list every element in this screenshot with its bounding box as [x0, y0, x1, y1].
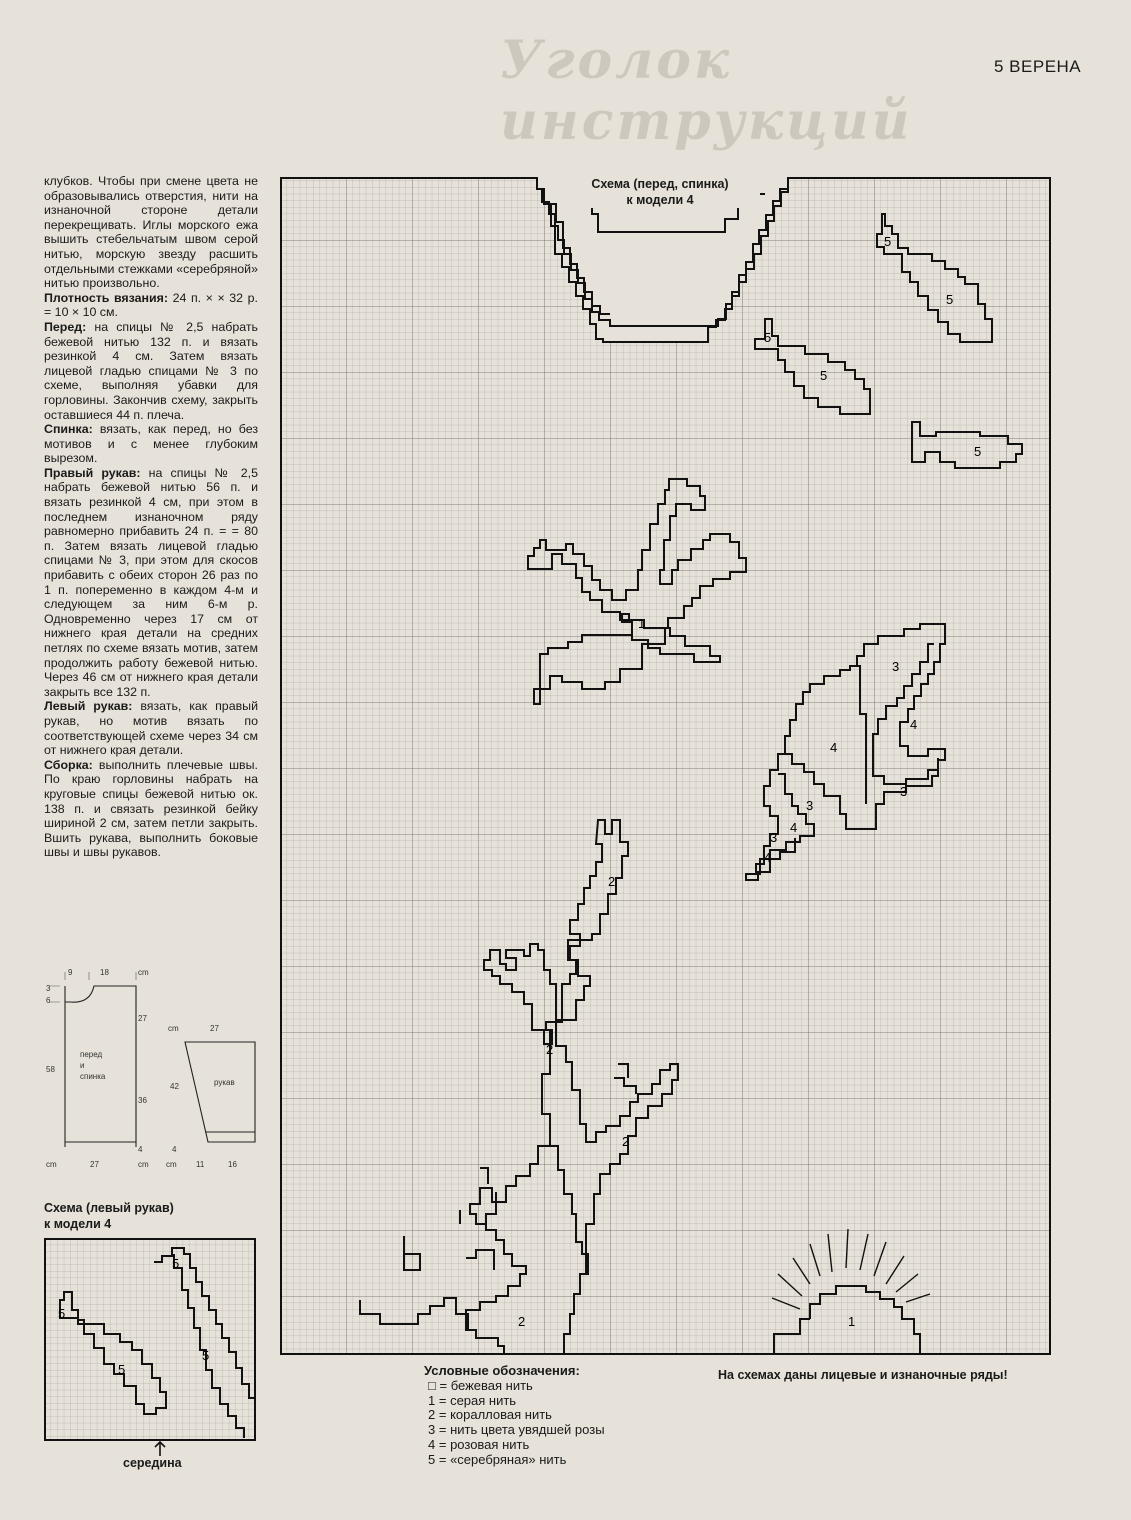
- front-scheme-title: [560, 176, 760, 208]
- num-rose-3: 3: [806, 798, 814, 813]
- legend-item-rose: [424, 1423, 605, 1438]
- legend-item-beige: [424, 1379, 605, 1394]
- left-sleeve-text: вязать, как правый рукав, но мотив вязать по соответствующей схеме через 34 см от нижнего края детали.: [44, 699, 258, 758]
- right-sleeve-label: Правый рукав:: [44, 465, 141, 480]
- instructions-column: [44, 174, 258, 860]
- body-outline: [65, 986, 136, 1147]
- back-label: Спинка:: [44, 422, 93, 437]
- num-silver-2: 5: [946, 292, 954, 307]
- sleeve-num-4: 5: [118, 1362, 126, 1377]
- front-label: Перед:: [44, 319, 87, 334]
- front-paragraph: [44, 320, 258, 422]
- back-text: вязать, как перед, но без мотивов и с менее глубоким вырезом.: [44, 422, 258, 466]
- legend-text: = бежевая нить: [439, 1377, 533, 1393]
- assembly-text: выполнить плечевые швы. По краю горловины набрать на круговые спицы бежевой нитью ок. 138 п. и связать резинкой бейку шириной 2 см, затем петли закрыть. Вшить рукава, выполнить боковые швы и швы рукавов.: [44, 757, 258, 860]
- assembly-label: Сборка:: [44, 757, 93, 772]
- garment-pattern-diagram: [40, 962, 265, 1147]
- num-coral-1: 2: [608, 874, 616, 889]
- sleeve-scheme-title: [44, 1200, 174, 1232]
- right-sleeve-paragraph: [44, 466, 258, 700]
- dim-bottom-cm2: cm: [138, 1160, 149, 1169]
- dim-left-6: 6: [46, 996, 51, 1005]
- num-coral-2: 2: [546, 1042, 554, 1057]
- num-silver-5: 5: [974, 444, 982, 459]
- legend-symbol: 4: [428, 1436, 436, 1452]
- dim-left-58: 58: [46, 1065, 55, 1074]
- density-label: Плотность вязания:: [44, 290, 169, 305]
- sleeve-num-2: 5: [58, 1306, 66, 1321]
- dim-right-27: 27: [138, 1014, 147, 1023]
- left-sleeve-paragraph: [44, 699, 258, 757]
- sleeve-dim-cm: cm: [168, 1024, 179, 1033]
- body-label-3: спинка: [80, 1072, 106, 1081]
- legend-item-pink: [424, 1438, 605, 1453]
- legend-symbol: 2: [428, 1407, 436, 1423]
- sleeve-num-1: 5: [172, 1256, 180, 1271]
- body-label-1: перед: [80, 1050, 103, 1059]
- dim-right-36: 36: [138, 1096, 147, 1105]
- dim-top-cm: cm: [138, 968, 149, 977]
- num-silver-4: 5: [820, 368, 828, 383]
- sleeve-label: рукав: [214, 1078, 235, 1087]
- dim-top-18: 18: [100, 968, 109, 977]
- num-sun: 1: [848, 1314, 856, 1329]
- legend-symbol: 1: [428, 1392, 436, 1408]
- legend-symbol: 3: [428, 1422, 436, 1438]
- sleeve-scheme-title-line1: Схема (левый рукав): [44, 1201, 174, 1215]
- dim-right-4: 4: [138, 1145, 143, 1154]
- front-text: на спицы № 2,5 набрать бежевой нитью 132 п. и вязать резинкой 4 см. Затем вязать лицевой гладью спицами № 3 по схеме, выполняя убавки для горловины. Закончив схему, закрыть оставшиеся 44 п. плеча.: [44, 319, 258, 422]
- sleeve-outline: [185, 1042, 255, 1142]
- sleeve-dim-11: 11: [196, 1160, 205, 1169]
- chart-grid: [280, 174, 1051, 1355]
- faint-section-title: Уголок инструкций: [500, 30, 913, 152]
- sleeve-dim-4: 4: [172, 1145, 177, 1154]
- num-pink-3: 4: [790, 820, 798, 835]
- sleeve-dim-27: 27: [210, 1024, 219, 1033]
- sleeve-dim-16: 16: [228, 1160, 237, 1169]
- dim-left-3: 3: [46, 984, 51, 993]
- legend-symbol: □: [428, 1377, 436, 1393]
- rows-note: На схемах даны лицевые и изнаночные ряды!: [718, 1368, 1008, 1382]
- front-scheme-title-line2: к модели 4: [626, 193, 694, 207]
- legend: [424, 1364, 605, 1468]
- assembly-paragraph: [44, 758, 258, 860]
- sleeve-dim-cm2: cm: [166, 1160, 177, 1169]
- dim-bottom-cm: cm: [46, 1160, 57, 1169]
- front-back-knitting-chart: [280, 174, 1051, 1355]
- legend-item-gray: [424, 1394, 605, 1409]
- num-star: 1: [638, 616, 646, 631]
- magazine-page-header: 5 ВЕРЕНА: [994, 57, 1082, 76]
- legend-item-silver: [424, 1453, 605, 1468]
- num-pink-4: 4: [764, 850, 772, 865]
- legend-text: = розовая нить: [438, 1436, 530, 1452]
- num-silver-3: 5: [764, 330, 772, 345]
- legend-item-coral: [424, 1408, 605, 1423]
- sleeve-scheme-title-line2: к модели 4: [44, 1217, 112, 1231]
- dim-top-9: 9: [68, 968, 73, 977]
- num-rose-2: 3: [900, 784, 908, 799]
- legend-text: = коралловая нить: [438, 1407, 552, 1423]
- right-sleeve-text: на спицы № 2,5 набрать бежевой нитью 56 п. и вязать резинкой 4 см, при этом в последнем изнаночном ряду равномерно прибавить 24 п. = = 80 п. Затем вязать лицевой гладью спицами № 3, при этом для скосов прибавить с обеих сторон 26 раз по 1 п. попеременно в каждом 4-м и следующем за ним 6-м р. Одновременно через 17 см от нижнего края детали на средних петлях по схеме вязать мотив, затем продолжить работу бежевой нитью. Через 46 см от нижнего края детали закрыть все 132 п.: [44, 465, 258, 699]
- instructions-intro: клубков. Чтобы при смене цвета не образовывались отверстия, нити на изнаночной стороне детали перекрещивать. Иглы морского ежа вышить стебельчатым швом серой нитью, морскую звезду расшить отдельными стежками «серебряной» нитью произвольно.: [44, 174, 258, 291]
- left-sleeve-knitting-chart: [44, 1238, 256, 1441]
- legend-text: = нить цвета увядшей розы: [438, 1422, 605, 1438]
- num-rose-4: 3: [770, 830, 778, 845]
- num-pink-2: 4: [830, 740, 838, 755]
- num-coral-3: 2: [622, 1134, 630, 1149]
- sleeve-center-label: середина: [123, 1456, 182, 1470]
- num-coral-4: 2: [518, 1314, 526, 1329]
- dim-bottom-27: 27: [90, 1160, 99, 1169]
- front-scheme-title-line1: Схема (перед, спинка): [591, 177, 729, 191]
- body-label-2: и: [80, 1061, 85, 1070]
- sleeve-dim-42: 42: [170, 1082, 179, 1091]
- legend-text: = «серебряная» нить: [438, 1451, 567, 1467]
- legend-title: Условные обозначения:: [424, 1363, 580, 1378]
- sleeve-num-3: 5: [202, 1348, 210, 1363]
- density-text: 24 п. × × 32 р. = 10 × 10 см.: [44, 290, 258, 320]
- left-sleeve-label: Левый рукав:: [44, 699, 133, 714]
- num-rose-1: 3: [892, 659, 900, 674]
- density-paragraph: [44, 291, 258, 320]
- num-silver-1: 5: [884, 234, 892, 249]
- legend-symbol: 5: [428, 1451, 436, 1467]
- num-pink-1: 4: [910, 717, 918, 732]
- legend-text: = серая нить: [438, 1392, 517, 1408]
- back-paragraph: [44, 422, 258, 466]
